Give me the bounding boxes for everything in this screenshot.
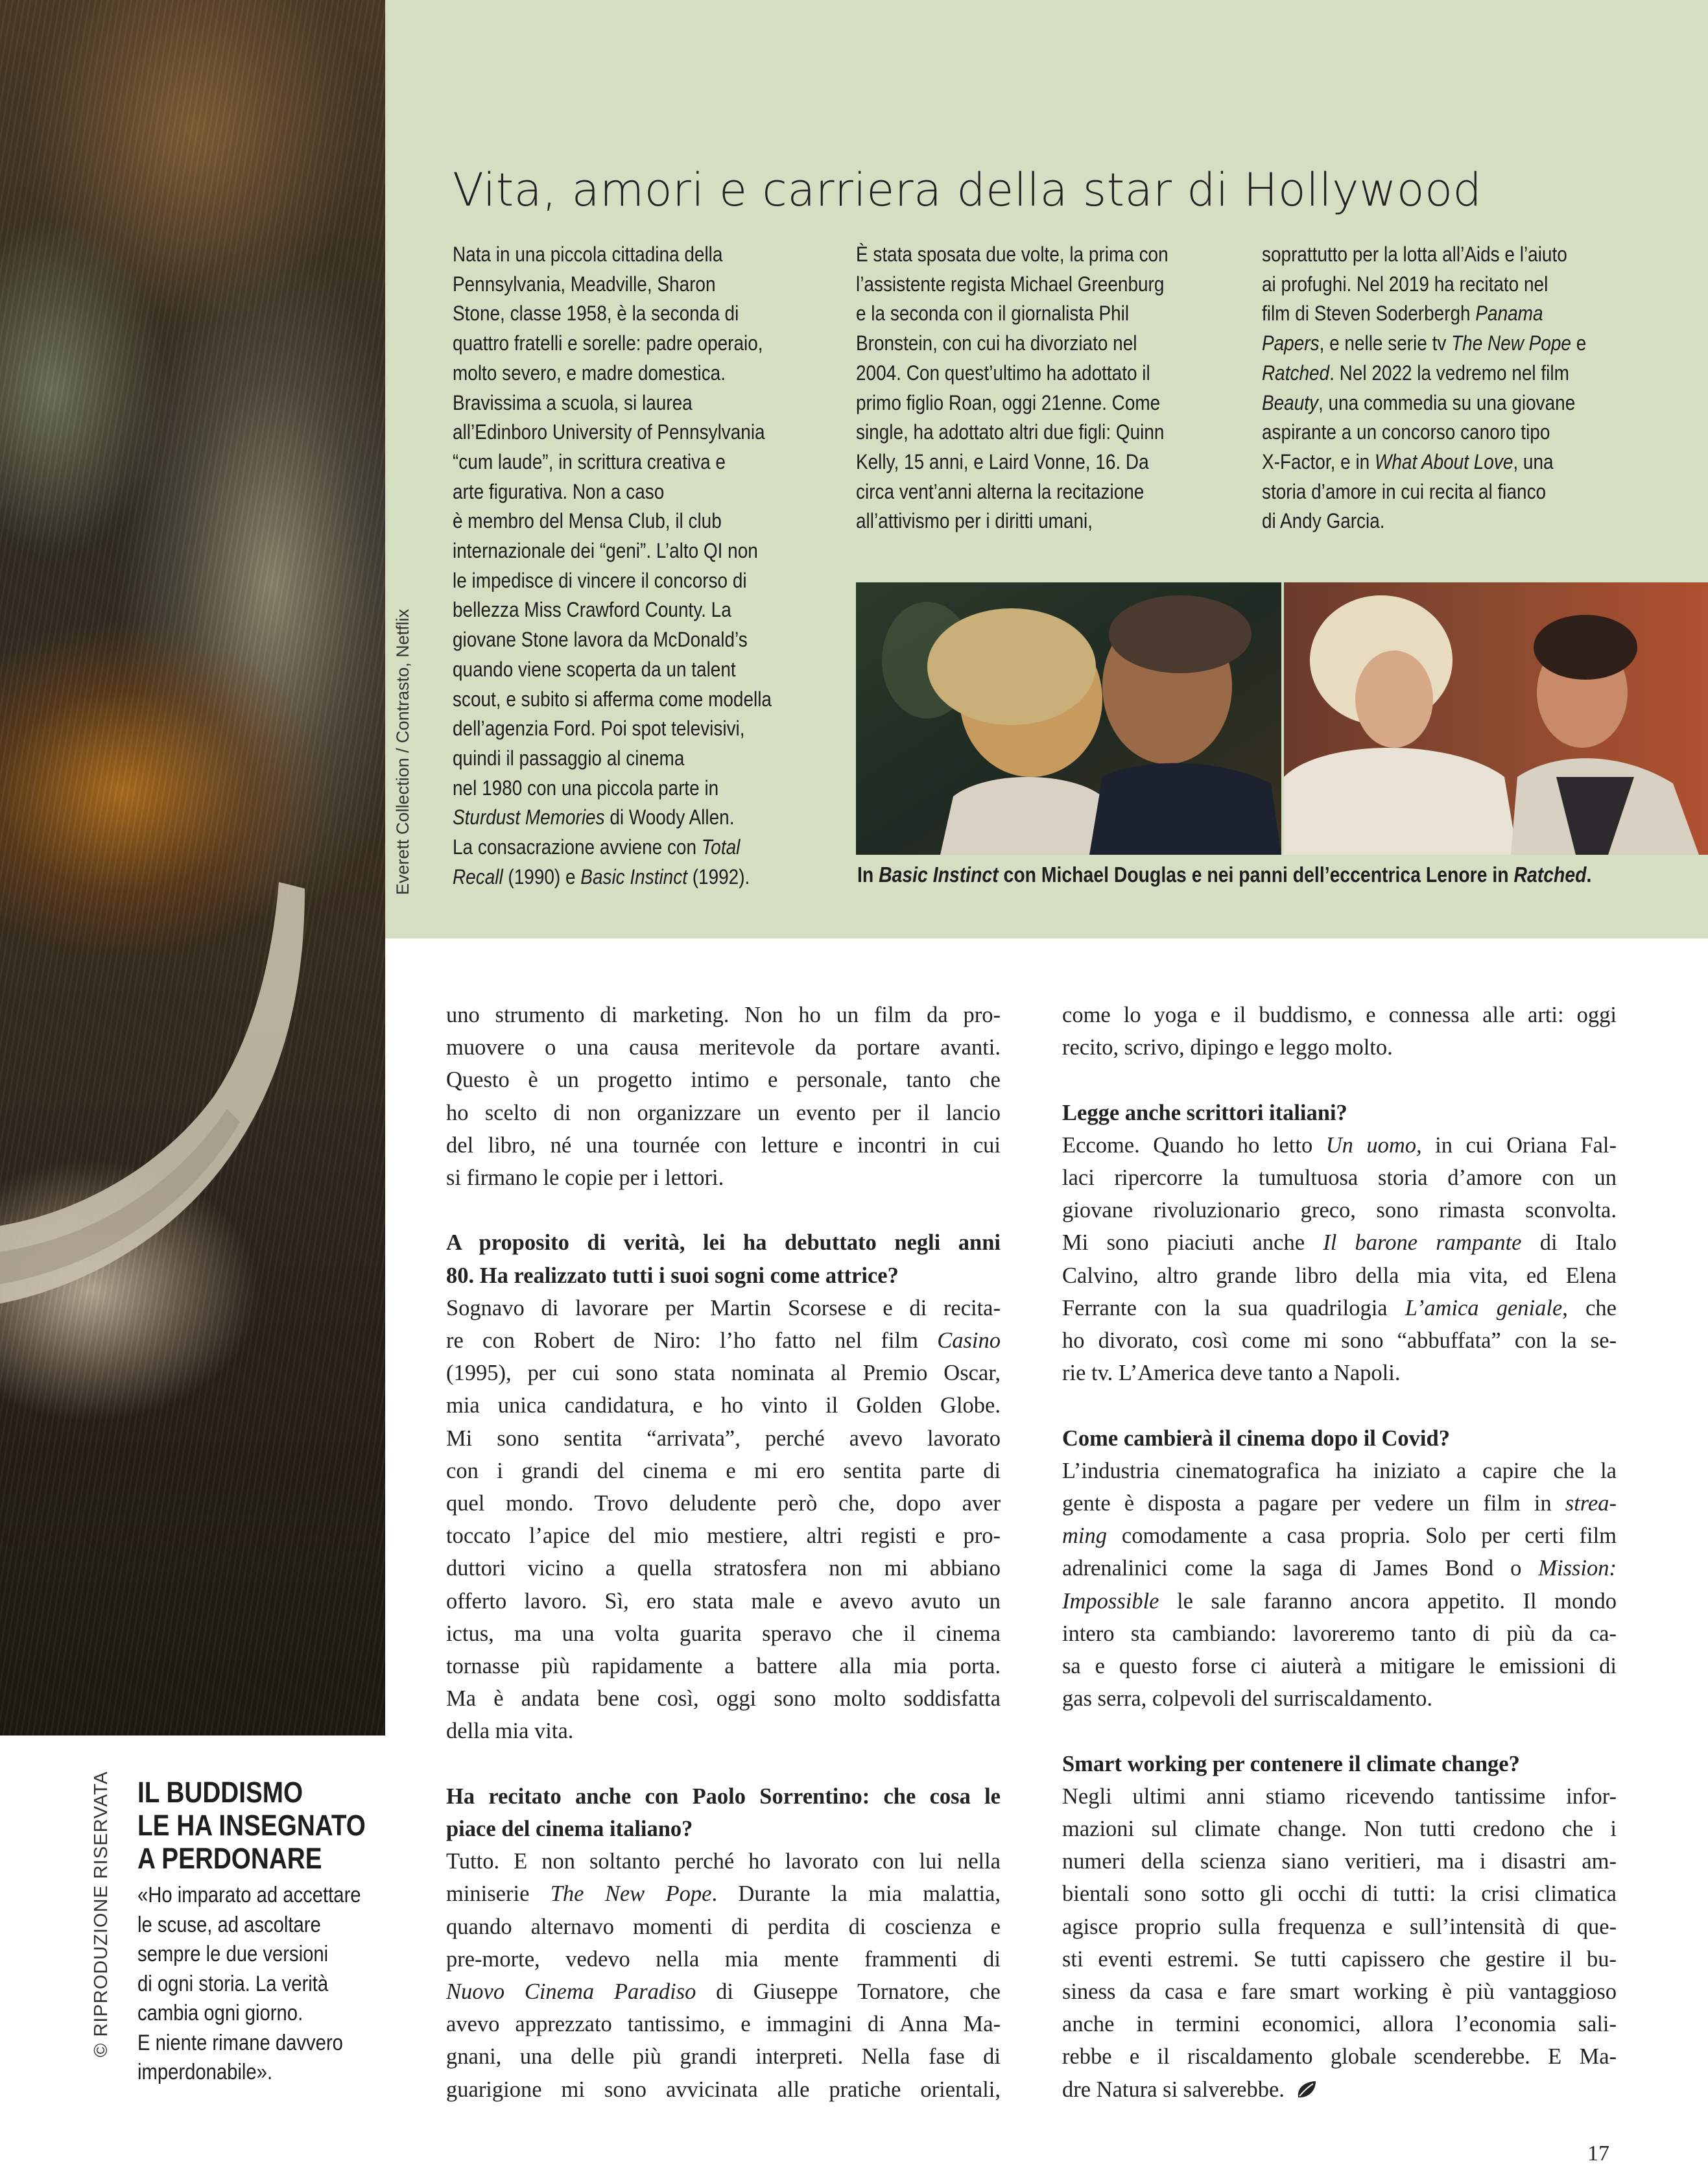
photo-caption: In Basic Instinct con Michael Douglas e nei panni dell’eccentrica Lenore in Ratched. (857, 863, 1592, 887)
text-line: con i grandi del cinema e mi ero sentita parte di (446, 1458, 1001, 1483)
text-line: guarigione mi sono avvicinata alle pratiche orientali, (446, 2077, 1001, 2102)
bio-line: È stata sposata due volte, la prima con (856, 243, 1168, 266)
tusk-shape (0, 863, 311, 1355)
text-line: re con Robert de Niro: l’ho fatto nel film Casino (446, 1328, 1001, 1354)
text-line: Ferrante con la sua quadrilogia L’amica geniale, che (1062, 1295, 1617, 1320)
bio-line: all’Edinboro University of Pennsylvania (453, 420, 765, 444)
text-line: dre Natura si salverebbe. (1062, 2073, 1617, 2106)
bio-line: nel 1980 con una piccola parte in (453, 776, 719, 800)
bio-line: giovane Stone lavora da McDonald’s (453, 628, 748, 652)
text-line: sti eventi estremi. Se tutti capissero che gestire il bu- (1062, 1946, 1617, 1972)
text-line: gas serra, colpevoli del surriscaldamento. (1062, 1686, 1432, 1712)
elephant-tusk-photo (0, 0, 385, 1736)
text-line: (1995), per cui sono stata nominata al Premio Oscar, (446, 1361, 1001, 1386)
bio-line: Bravissima a scuola, si laurea (453, 390, 693, 414)
text-line: laci ripercorre la tumultuosa storia d’amore con un (1062, 1165, 1617, 1190)
bio-line: e la seconda con il giornalista Phil (856, 302, 1130, 326)
bio-line: storia d’amore in cui recita al fianco (1262, 479, 1547, 503)
bio-line: soprattutto per la lotta all’Aids e l’aiuto (1262, 243, 1567, 266)
article-column-right (1062, 999, 1617, 2106)
bio-column-1 (453, 240, 772, 892)
bio-line: quattro fratelli e sorelle: padre operaio, (453, 331, 763, 355)
text-line: Mi sono piaciuti anche Il barone rampante di Italo (1062, 1230, 1617, 1256)
text-line: della mia vita. (446, 1719, 574, 1744)
text-line: come lo yoga e il buddismo, e connessa alle arti: oggi (1062, 1003, 1617, 1027)
text-line: gente è disposta a pagare per vedere un film in strea- (1062, 1491, 1617, 1516)
text-line: muovere o una causa meritevole da portare avanti. (446, 1035, 1001, 1060)
bio-line: quindi il passaggio al cinema (453, 746, 685, 770)
text-line: ming comodamente a casa propria. Solo per certi film (1062, 1523, 1617, 1549)
text-line: ictus, ma una volta guarita speravo che il cinema (446, 1621, 1001, 1646)
bio-line: all’attivismo per i diritti umani, (856, 509, 1093, 533)
bio-line: l’assistente regista Michael Greenburg (856, 272, 1165, 296)
text-line: avevo apprezzato tantissimo, e immagini di Anna Ma- (446, 2012, 1001, 2037)
text-line: bientali sono sotto gli occhi di tutti: la crisi climatica (1062, 1881, 1617, 1907)
question-line: Smart working per contenere il climate change? (1062, 1751, 1520, 1776)
question-line: Legge anche scrittori italiani? (1062, 1100, 1347, 1125)
text-line: toccato l’apice del mio mestiere, altri registi e pro- (446, 1523, 1001, 1549)
bio-line: quando viene scoperta da un talent (453, 657, 736, 681)
text-line: del libro, né una tournée con letture e incontri in cui (446, 1132, 1001, 1158)
text-line: Eccome. Quando ho letto Un uomo, in cui Oriana Fal- (1062, 1132, 1617, 1158)
bio-line: di Andy Garcia. (1262, 509, 1385, 533)
bio-line: molto severo, e madre domestica. (453, 361, 726, 385)
bio-line: primo figlio Roan, oggi 21enne. Come (856, 390, 1161, 414)
question-line: 80. Ha realizzato tutti i suoi sogni come attrice? (446, 1263, 899, 1288)
bio-line: Bronstein, con cui ha divorziato nel (856, 331, 1137, 355)
text-line: tornasse più rapidamente a battere alla mia porta. (446, 1654, 1001, 1679)
bio-line: scout, e subito si afferma come modella (453, 687, 772, 711)
leaf-icon (1296, 2080, 1318, 2099)
box-title: Vita, amori e carriera della star di Hollywood (453, 163, 1482, 217)
text-line: offerto lavoro. Sì, ero stata male e avevo avuto un (446, 1588, 1001, 1614)
bio-line: 2004. Con quest’ultimo ha adottato il (856, 361, 1150, 385)
text-line: miniserie The New Pope. Durante la mia malattia, (446, 1881, 1001, 1907)
sidebar-title: IL BUDDISMO LE HA INSEGNATO A PERDONARE (137, 1776, 366, 1875)
article-column-left (446, 999, 1001, 2106)
bio-line: è membro del Mensa Club, il club (453, 509, 722, 533)
bio-column-3 (1262, 240, 1586, 536)
text-line: Ma è andata bene così, oggi sono molto soddisfatta (446, 1686, 1001, 1712)
text-line: duttori vicino a quella stratosfera non mi abbiano (446, 1556, 1001, 1581)
bio-line: La consacrazione avviene con Total (453, 835, 741, 859)
text-line: sa e questo forse ci aiuterà a mitigare le emissioni di (1062, 1654, 1617, 1679)
text-line: intero sta cambiando: lavoreremo tanto di più da ca- (1062, 1621, 1617, 1646)
photo-credit: Everett Collection / Contrasto, Netflix (393, 608, 412, 895)
text-line: gnani, una delle più grandi interpreti. Nella fase di (446, 2044, 1001, 2070)
bio-line: X-Factor, e in What About Love, una (1262, 449, 1554, 473)
text-line: Nuovo Cinema Paradiso di Giuseppe Tornatore, che (446, 1979, 1001, 2005)
bio-line: arte figurativa. Non a caso (453, 479, 665, 503)
text-line: numeri della scienza siano veritieri, ma i disastri am- (1062, 1849, 1617, 1874)
page-number: 17 (1587, 2141, 1609, 2165)
sidebar-quote: «Ho imparato ad accettare le scuse, ad ascoltare sempre le due versioni di ogni storia. La verità cambia ogni giorno. E niente rimane davvero imperdonabile». (137, 1883, 361, 2084)
bio-line: film di Steven Soderbergh Panama (1262, 302, 1543, 326)
text-line: rebbe e il riscaldamento globale scenderebbe. E Ma- (1062, 2044, 1617, 2070)
text-line: mia unica candidatura, e ho vinto il Golden Globe. (446, 1393, 1001, 1418)
text-line: uno strumento di marketing. Non ho un film da pro- (446, 1003, 1001, 1027)
bio-line: Recall (1990) e Basic Instinct (1992). (453, 865, 750, 889)
question-line: piace del cinema italiano? (446, 1817, 693, 1842)
bio-line: internazionale dei “geni”. L’alto QI non (453, 539, 758, 563)
ratched-still (1284, 582, 1708, 855)
bio-line: Sturdust Memories di Woody Allen. (453, 805, 735, 829)
bio-line: Nata in una piccola cittadina della (453, 243, 723, 266)
basic-instinct-still (856, 582, 1281, 855)
bio-line: circa vent’anni alterna la recitazione (856, 479, 1145, 503)
text-line: Tutto. E non soltanto perché ho lavorato con lui nella (446, 1849, 1001, 1874)
bio-line: Papers, e nelle serie tv The New Pope e (1262, 331, 1587, 355)
bio-line: Beauty, una commedia su una giovane (1262, 390, 1576, 414)
text-line: Calvino, altro grande libro della mia vita, ed Elena (1062, 1263, 1617, 1288)
question-line: Come cambierà il cinema dopo il Covid? (1062, 1426, 1450, 1451)
bio-line: aspirante a un concorso canoro tipo (1262, 420, 1550, 444)
text-line: Mi sono sentita “arrivata”, perché avevo lavorato (446, 1426, 1001, 1451)
bio-line: Stone, classe 1958, è la seconda di (453, 302, 739, 326)
question-line: Ha recitato anche con Paolo Sorrentino: che cosa le (446, 1783, 1001, 1809)
text-line: ho divorato, così come mi sono “abbuffata” con la se- (1062, 1328, 1617, 1354)
text-line: Sognavo di lavorare per Martin Scorsese e di recita- (446, 1295, 1001, 1320)
text-line: giovane rivoluzionario greco, sono rimasta sconvolta. (1062, 1198, 1617, 1223)
text-line: siness da casa e fare smart working è più vantaggioso (1062, 1979, 1617, 2005)
bio-line: Kelly, 15 anni, e Laird Vonne, 16. Da (856, 449, 1149, 473)
bio-line: le impedisce di vincere il concorso di (453, 568, 747, 592)
text-line: Negli ultimi anni stiamo ricevendo tantissime infor- (1062, 1783, 1617, 1809)
bio-line: single, ha adottato altri due figli: Quinn (856, 420, 1165, 444)
text-line: quel mondo. Trovo deludente però che, dopo aver (446, 1491, 1001, 1516)
text-line: si firmano le copie per i lettori. (446, 1165, 724, 1191)
text-line: ho scelto di non organizzare un evento per il lancio (446, 1100, 1001, 1125)
text-line: mazioni sul climate change. Non tutti credono che i (1062, 1817, 1617, 1842)
text-line: Questo è un progetto intimo e personale, tanto che (446, 1068, 1001, 1093)
bio-column-2 (856, 240, 1168, 536)
bio-line: ai profughi. Nel 2019 ha recitato nel (1262, 272, 1548, 296)
bio-line: Pennsylvania, Meadville, Sharon (453, 272, 716, 296)
text-line: anche in termini economici, allora l’economia sali- (1062, 2012, 1617, 2037)
text-line: L’industria cinematografica ha iniziato a capire che la (1062, 1458, 1617, 1483)
text-line: agisce proprio sulla frequenza e sull’intensità di que- (1062, 1914, 1617, 1939)
bio-line: “cum laude”, in scrittura creativa e (453, 449, 726, 473)
text-line: quando alternavo momenti di perdita di coscienza e (446, 1914, 1001, 1939)
text-line: adrenalinici come la saga di James Bond o Mission: (1062, 1556, 1617, 1581)
bio-line: bellezza Miss Crawford County. La (453, 598, 731, 622)
text-line: recito, scrivo, dipingo e leggo molto. (1062, 1035, 1393, 1060)
text-line: Impossible le sale faranno ancora appetito. Il mondo (1062, 1588, 1617, 1614)
question-line: A proposito di verità, lei ha debuttato negli anni (446, 1230, 1001, 1256)
bio-line: Ratched. Nel 2022 la vedremo nel film (1262, 361, 1569, 385)
copyright-notice: © RIPRODUZIONE RISERVATA (91, 1771, 112, 2057)
text-line: rie tv. L’America deve tanto a Napoli. (1062, 1361, 1401, 1386)
bio-line: dell’agenzia Ford. Poi spot televisivi, (453, 717, 745, 741)
text-line: pre-morte, vedevo nella mia mente frammenti di (446, 1946, 1001, 1972)
